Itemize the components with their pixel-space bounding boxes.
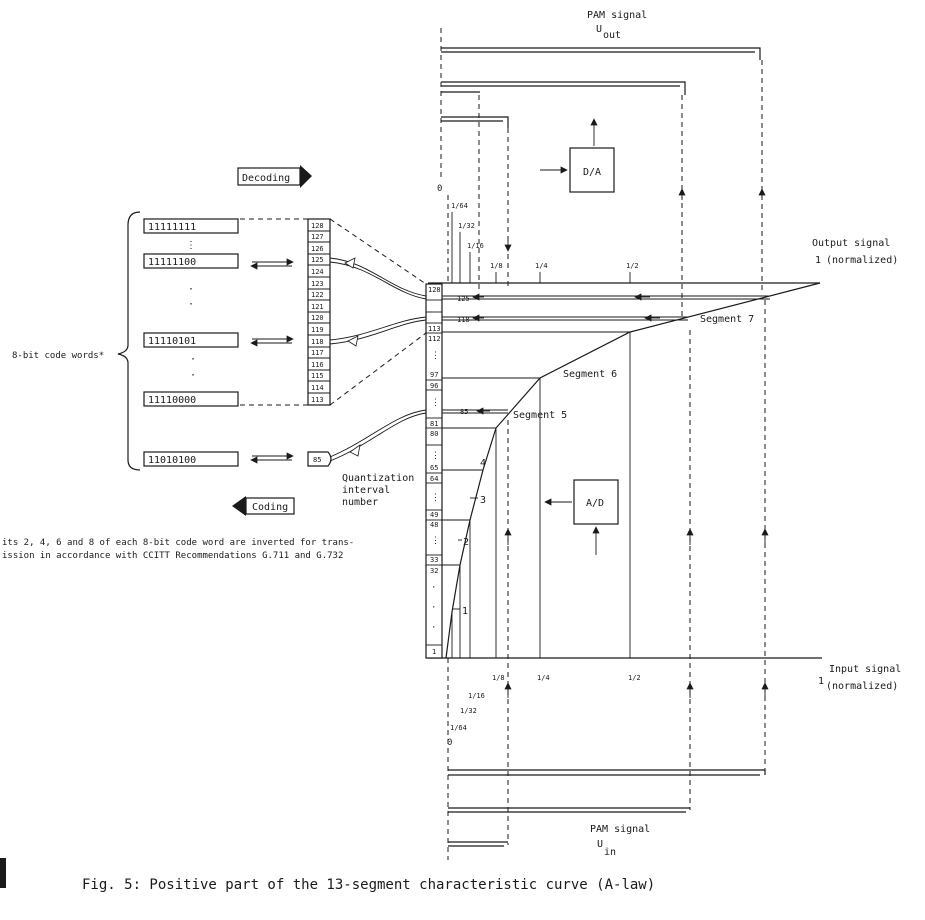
- svg-text:⋮: ⋮: [431, 493, 440, 503]
- output-signal-one: 1: [815, 255, 822, 266]
- scan-edge: [0, 858, 6, 888]
- axis-iv-12: 49: [430, 511, 439, 519]
- input-signal-norm: (normalized): [826, 681, 899, 692]
- svg-text:·: ·: [431, 623, 437, 633]
- axis-iv-5: 97: [430, 371, 439, 379]
- footnote-line-1: its 2, 4, 6 and 8 of each 8-bit code word are inverted for trans-: [2, 538, 355, 548]
- code-word-1-text: 11111100: [148, 257, 197, 268]
- zero-top: 0: [437, 184, 443, 194]
- top-frac-1: 1/32: [458, 222, 475, 230]
- table-row-12: 116: [311, 361, 324, 369]
- axis-iv-2: 118: [457, 316, 470, 324]
- svg-text:⋮: ⋮: [431, 398, 440, 408]
- bot-frac-4: 1/32: [460, 707, 477, 715]
- bot-frac-1: 1/4: [537, 674, 550, 682]
- characteristic-curve: [446, 283, 820, 658]
- table-row-8: 120: [311, 314, 324, 322]
- cw-dots-c: ·: [188, 299, 195, 310]
- cw-dots-e: ·: [190, 370, 197, 381]
- figure-caption: Fig. 5: Positive part of the 13-segment characteristic curve (A-law): [82, 877, 656, 893]
- top-frac-3: 1/8: [490, 262, 503, 270]
- svg-text:⋮: ⋮: [431, 451, 440, 461]
- axis-iv-14: 33: [430, 556, 439, 564]
- top-frac-4: 1/4: [535, 262, 548, 270]
- axis-iv-15: 32: [430, 567, 439, 575]
- code-word-4-text: 11010100: [148, 455, 197, 466]
- da-label: D/A: [583, 167, 602, 178]
- axis-iv-8: 81: [430, 420, 439, 428]
- top-frac-5: 1/2: [626, 262, 639, 270]
- code-word-0: [144, 219, 238, 233]
- code-words-label: 8-bit code words*: [12, 351, 105, 361]
- table-row-11: 117: [311, 349, 324, 357]
- table-row-5: 123: [311, 280, 324, 288]
- bottom-fractions: [450, 674, 641, 732]
- quant-line-3: number: [342, 497, 379, 508]
- ad-label: A/D: [586, 498, 605, 509]
- quant-line-1: Quantization: [342, 473, 415, 484]
- table-row-1: 127: [311, 233, 324, 241]
- code-word-3-text: 11110000: [148, 395, 197, 406]
- exp-dash-right-bottom: [330, 333, 426, 405]
- axis-iv-6: 96: [430, 382, 439, 390]
- axis-iv-10: 65: [430, 464, 439, 472]
- table-row-14: 114: [311, 384, 324, 392]
- top-frac-2: 1/16: [467, 242, 484, 250]
- axis-iv-13: 48: [430, 521, 439, 529]
- svg-text:⋮: ⋮: [431, 351, 440, 361]
- axis-iv-7: 85: [460, 408, 469, 416]
- axis-iv-1: 125: [457, 295, 470, 303]
- svg-text:⋮: ⋮: [431, 536, 440, 546]
- code-word-3: [144, 392, 238, 406]
- table-row-13: 115: [311, 372, 324, 380]
- cw-dots-d: ·: [190, 354, 197, 365]
- decoding-label: Decoding: [242, 173, 291, 184]
- axis-iv-9: 80: [430, 430, 439, 438]
- axis-iv-3: 113: [428, 325, 441, 333]
- axis-iv-0: 128: [428, 286, 441, 294]
- table-row-6: 122: [311, 291, 324, 299]
- axis-iv-11: 64: [430, 475, 439, 483]
- segment-4: 4: [480, 458, 487, 469]
- code-word-1: [144, 254, 238, 268]
- coding-label: Coding: [252, 502, 289, 513]
- segment-6: Segment 6: [563, 369, 618, 380]
- single-box-85: [308, 452, 331, 466]
- cw-dots-a: ⋮: [186, 240, 196, 251]
- link-bundles: [330, 258, 426, 461]
- table-row-2: 126: [311, 245, 324, 253]
- segment-3: 3: [480, 495, 487, 506]
- input-signal-title: Input signal: [829, 664, 902, 675]
- table-row-7: 121: [311, 303, 324, 311]
- pam-in-sub: in: [604, 847, 617, 858]
- exchange-arrows: [252, 262, 292, 460]
- code-word-2: [144, 333, 238, 347]
- code-word-2-text: 11110101: [148, 336, 197, 347]
- table-row-0: 128: [311, 222, 324, 230]
- footnote-line-2: ission in accordance with CCITT Recommendations G.711 and G.732: [2, 551, 344, 561]
- input-signal-one: 1: [818, 676, 825, 687]
- exp-dash-right-top: [330, 219, 426, 284]
- table-row-15: 113: [311, 396, 324, 404]
- cw-dots-b: ·: [188, 284, 195, 295]
- pam-out-pulses: [441, 48, 760, 128]
- bot-frac-0: 1/8: [492, 674, 505, 682]
- zero-bottom: 0: [447, 738, 453, 748]
- svg-text:·: ·: [431, 583, 437, 593]
- top-frac-0: 1/64: [451, 202, 468, 210]
- pam-in-title: PAM signal: [590, 824, 651, 835]
- table-row-9: 119: [311, 326, 324, 334]
- bot-frac-3: 1/16: [468, 692, 485, 700]
- axis-iv-16: 1: [432, 648, 437, 656]
- table-row-10: 118: [311, 338, 324, 346]
- segment-1: 1: [462, 606, 469, 617]
- bot-frac-5: 1/64: [450, 724, 467, 732]
- table-row-4: 124: [311, 268, 324, 276]
- pam-out-title: PAM signal: [587, 10, 648, 21]
- single-box-text: 85: [313, 456, 322, 464]
- svg-text:·: ·: [431, 603, 437, 613]
- output-signal-norm: (normalized): [826, 255, 899, 266]
- quant-line-2: interval: [342, 485, 391, 496]
- table-row-3: 125: [311, 256, 324, 264]
- pam-out-u: U: [596, 24, 603, 35]
- bot-frac-2: 1/2: [628, 674, 641, 682]
- code-word-0-text: 11111111: [148, 222, 197, 233]
- axis-iv-4: 112: [428, 335, 441, 343]
- code-word-4: [144, 452, 238, 466]
- pam-in-u: U: [597, 839, 604, 850]
- output-signal-title: Output signal: [812, 238, 891, 249]
- segment-5: Segment 5: [513, 410, 568, 421]
- code-words-brace: [118, 212, 140, 470]
- coding-tag: [232, 496, 294, 516]
- segment-2: 2: [463, 537, 470, 548]
- segment-7: Segment 7: [700, 314, 755, 325]
- pam-out-sub: out: [603, 30, 622, 41]
- decoding-tag: [238, 165, 312, 188]
